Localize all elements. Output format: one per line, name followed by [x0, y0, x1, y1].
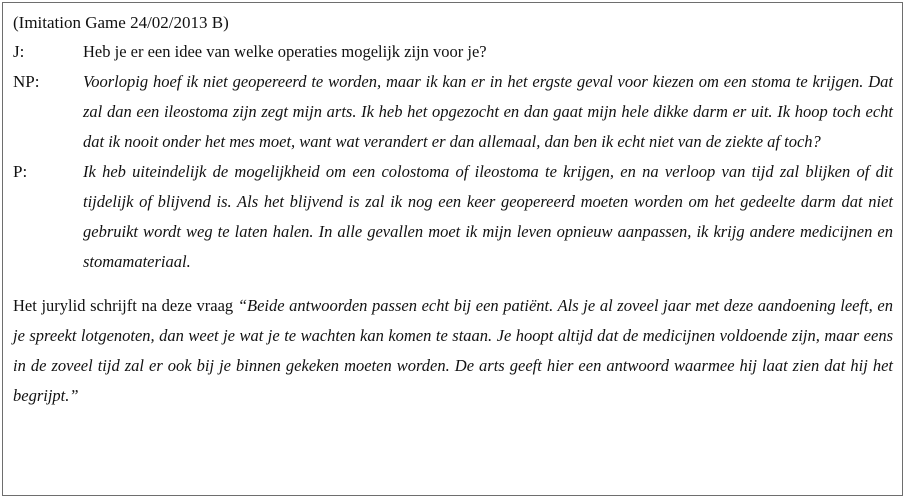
turn-j: [13, 37, 893, 67]
turn-p: [13, 157, 893, 277]
turn-text: Voorlopig hoef ik niet geopereerd te worden, maar ik kan er in het ergste geval voor kiezen om een stoma te krijgen. Dat zal dan een ileostoma zijn zegt mijn arts. Ik heb het opgezocht en dan gaat mijn hele dikke darm er uit. Ik hoop toch echt dat ik nooit onder het mes moet, want wat verandert er dan allemaal, dan ben ik echt niet van de ziekte af toch?: [83, 72, 893, 151]
source-line: (Imitation Game 24/02/2013 B): [13, 13, 229, 32]
speaker-label: NP:: [13, 72, 40, 91]
turn-np: [13, 67, 893, 157]
jury-verdict: [13, 291, 893, 411]
document-frame: [2, 2, 903, 496]
turn-text: Ik heb uiteindelijk de mogelijkheid om een colostoma of ileostoma te krijgen, en na verloop van tijd zal blijken of dit tijdelijk of blijvend is. Als het blijvend is zal ik nog een keer geopereerd moeten worden om het gedeelte darm dat niet gebruikt wordt weg te laten halen. In alle gevallen moet ik mijn leven opnieuw aanpassen, ik krijg andere medicijnen en stomamateriaal.: [83, 162, 893, 271]
verdict-lead: Het jurylid schrijft na deze vraag: [13, 296, 238, 315]
turn-text: Heb je er een idee van welke operaties mogelijk zijn voor je?: [83, 42, 487, 61]
document-content: [13, 12, 893, 411]
verdict-quote: “Beide antwoorden passen echt bij een patiënt. Als je al zoveel jaar met deze aandoening leeft, en je spreekt lotgenoten, dan weet je wat je te wachten kan komen te staan. Je hoopt altijd dat de medicijnen voldoende zijn, maar eens in de zoveel tijd zal er ook bij je binnen gekeken moeten worden. De arts geeft hier een antwoord waarmee hij laat zien dat hij het begrijpt.”: [13, 296, 894, 405]
speaker-label: P:: [13, 162, 28, 181]
speaker-label: J:: [13, 42, 25, 61]
